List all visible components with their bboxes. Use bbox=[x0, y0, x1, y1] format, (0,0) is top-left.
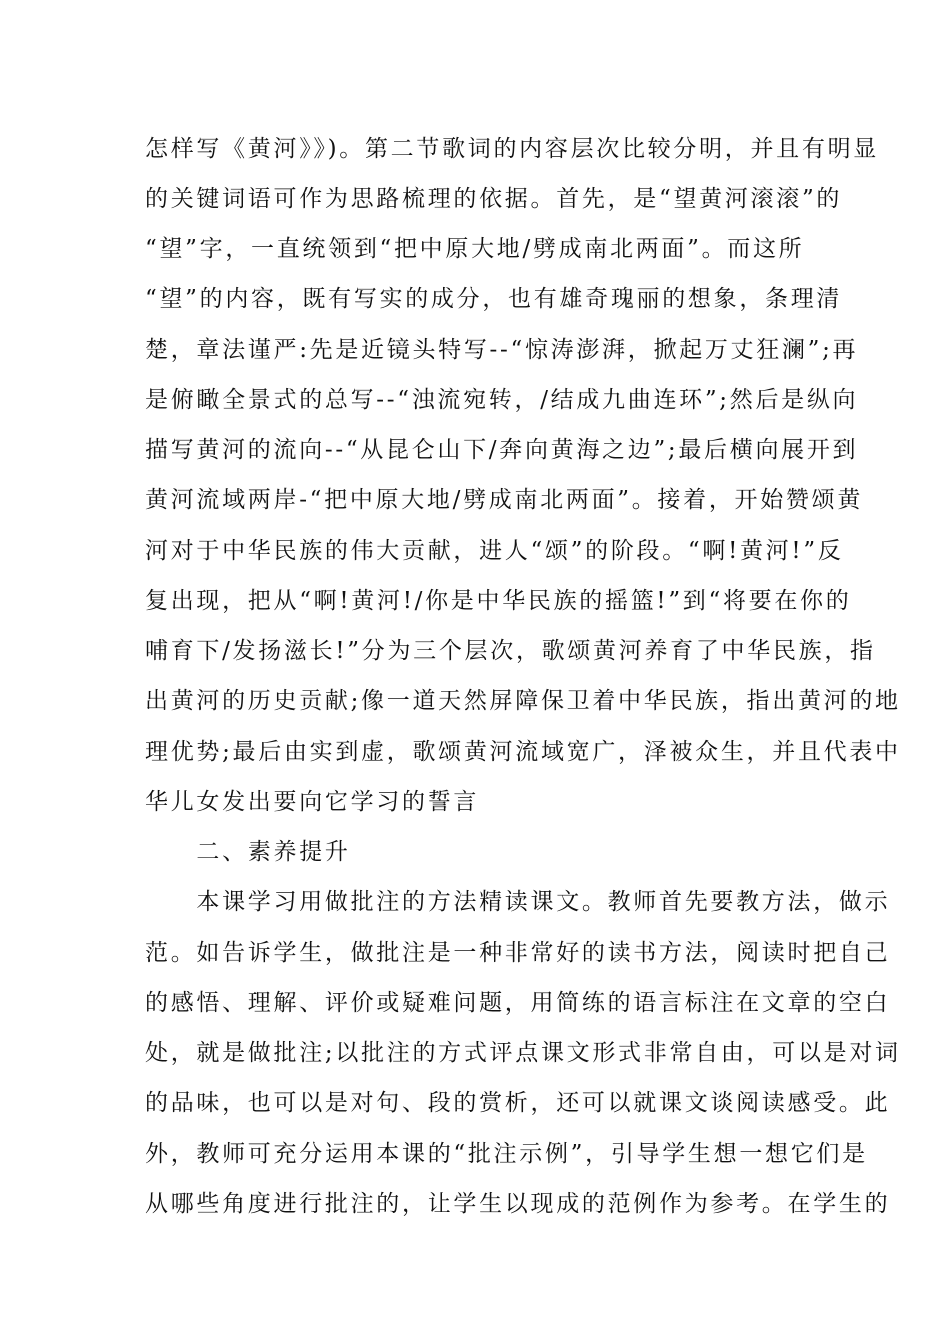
text-line: 的关键词语可作为思路梳理的依据。首先，是“望黄河滚滚”的 bbox=[145, 186, 843, 212]
text-line: 复出现，把从“啊!黄河!/你是中华民族的摇篮!”到“将要在你的 bbox=[145, 588, 852, 614]
text-line: 外，教师可充分运用本课的“批注示例”，引导学生想一想它们是 bbox=[145, 1141, 868, 1167]
section-heading: 二、素养提升 bbox=[145, 839, 351, 865]
text-line: 从哪些角度进行批注的，让学生以现成的范例作为参考。在学生的 bbox=[145, 1191, 891, 1217]
text-line: 黄河流域两岸-“把中原大地/劈成南北两面”。接着，开始赞颂黄 bbox=[145, 487, 864, 513]
text-line: 本课学习用做批注的方法精读课文。教师首先要教方法，做示 bbox=[145, 889, 891, 915]
text-line: “望”字，一直统领到“把中原大地/劈成南北两面”。而这所 bbox=[145, 236, 805, 262]
text-line: 处，就是做批注;以批注的方式评点课文形式非常自由，可以是对词 bbox=[145, 1040, 901, 1066]
text-line: 哺育下/发扬滋长!”分为三个层次，歌颂黄河养育了中华民族，指 bbox=[145, 638, 876, 664]
text-line: 楚，章法谨严:先是近镜头特写--“惊涛澎湃，掀起万丈狂澜”;再 bbox=[145, 337, 859, 363]
text-line: “望”的内容，既有写实的成分，也有雄奇瑰丽的想象，条理清 bbox=[145, 286, 843, 312]
text-line: 是俯瞰全景式的总写--“浊流宛转，/结成九曲连环”;然后是纵向 bbox=[145, 387, 859, 413]
text-line: 理优势;最后由实到虚，歌颂黄河流域宽广，泽被众生，并且代表中 bbox=[145, 739, 901, 765]
text-line: 的感悟、理解、评价或疑难问题，用简练的语言标注在文章的空白 bbox=[145, 990, 891, 1016]
text-line: 怎样写《黄河》》)。第二节歌词的内容层次比较分明，并且有明显 bbox=[145, 136, 879, 162]
text-line: 的品味，也可以是对句、段的赏析，还可以就课文谈阅读感受。此 bbox=[145, 1090, 891, 1116]
text-line: 华儿女发出要向它学习的誓言 bbox=[145, 789, 480, 815]
text-line: 范。如告诉学生，做批注是一种非常好的读书方法，阅读时把自己 bbox=[145, 940, 891, 966]
text-line: 出黄河的历史贡献;像一道天然屏障保卫着中华民族，指出黄河的地 bbox=[145, 688, 901, 714]
text-line: 河对于中华民族的伟大贡献，进人“颂”的阶段。“啊!黄河!”反 bbox=[145, 538, 844, 564]
text-line: 描写黄河的流向--“从昆仑山下/奔向黄海之边”;最后横向展开到 bbox=[145, 437, 859, 463]
